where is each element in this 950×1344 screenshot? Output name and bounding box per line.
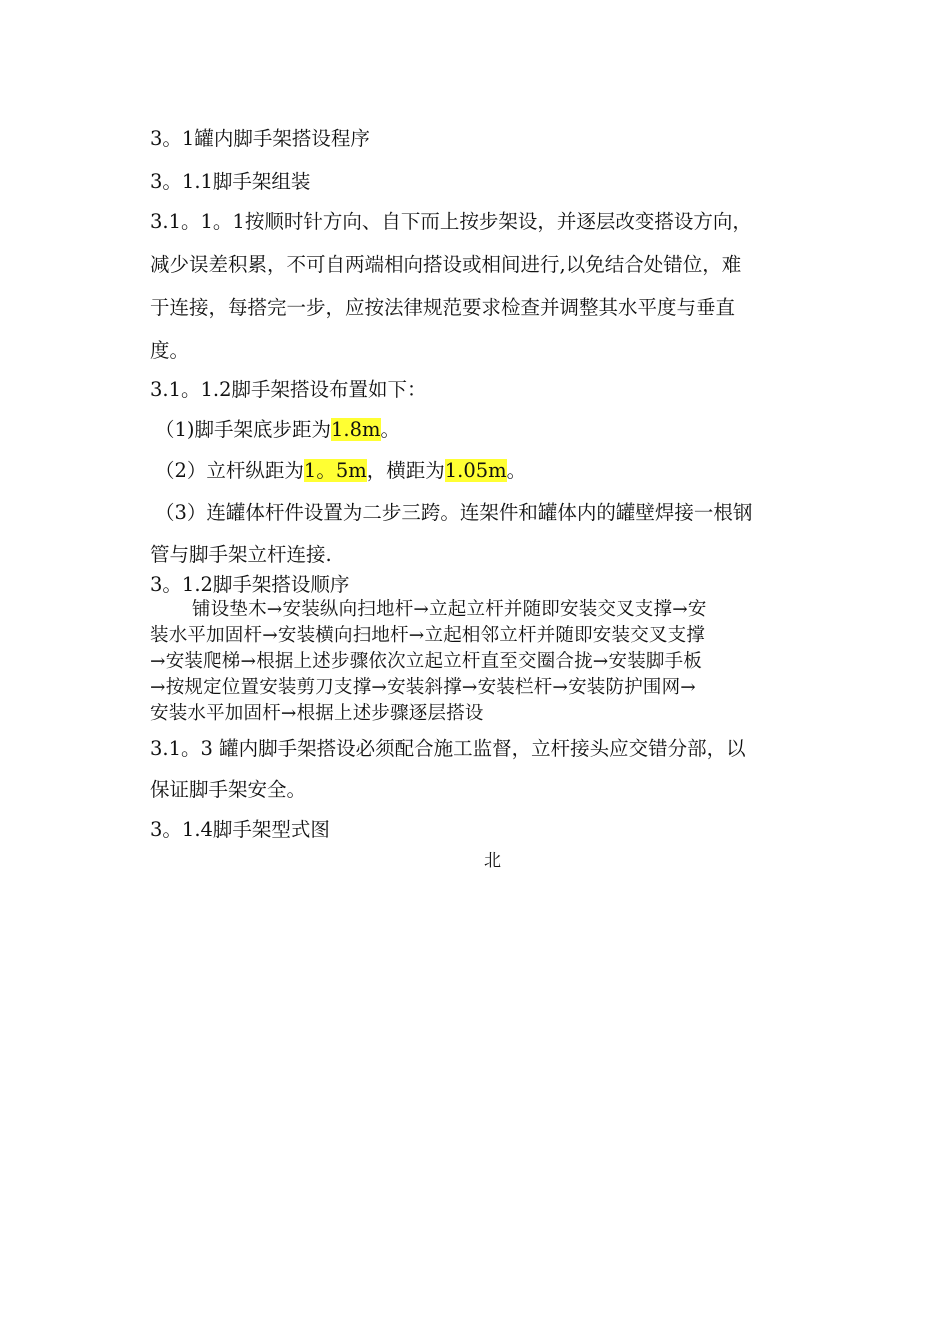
list-item-2: [155, 459, 526, 483]
highlighted-value: 1。5m: [303, 459, 367, 482]
paragraph-line: 减少误差积累，不可自两端相向搭设或相间进行,以免结合处错位，难: [150, 253, 742, 276]
paragraph-line: 3.1。3 罐内脚手架搭设必须配合施工监督，立杆接头应交错分部，以: [150, 737, 746, 760]
list-item-text: ，横距为: [366, 459, 445, 482]
paragraph-line: 度。: [150, 339, 190, 362]
sequence-line: 铺设垫木→安装纵向扫地杆→立起立杆并随即安装交叉支撑→安: [192, 599, 707, 620]
highlighted-value: 1.05m: [444, 459, 507, 482]
list-item-1: [155, 418, 400, 442]
sequence-line: 安装水平加固杆→根据上述步骤逐层搭设: [150, 703, 484, 724]
subheading-3-1-2: 3。1.2脚手架搭设顺序: [150, 573, 350, 596]
paragraph-line: 于连接，每搭完一步，应按法律规范要求检查并调整其水平度与垂直: [150, 296, 736, 319]
list-item-text: （2）立杆纵距为: [155, 459, 304, 482]
subheading-3-1-4: 3。1.4脚手架型式图: [150, 818, 330, 841]
list-item-line: （3）连罐体杆件设置为二步三跨。连架件和罐体内的罐壁焊接一根钢: [155, 501, 753, 524]
list-item-line: 管与脚手架立杆连接.: [150, 543, 332, 566]
sequence-line: 装水平加固杆→安装横向扫地杆→立起相邻立杆并随即安装交叉支撑: [150, 625, 706, 646]
sequence-line: →按规定位置安装剪刀支撑→安装斜撑→安装栏杆→安装防护围网→: [150, 677, 697, 698]
section-heading-3-1: 3。1罐内脚手架搭设程序: [150, 127, 370, 150]
sequence-line: →安装爬梯→根据上述步骤依次立起立杆直至交圈合拢→安装脚手板: [150, 651, 703, 672]
paragraph-line: 3.1。1。1按顺时针方向、自下而上按步架设，并逐层改变搭设方向，: [150, 210, 752, 233]
list-item-text: 。: [380, 418, 401, 441]
list-item-text: 。: [506, 459, 527, 482]
paragraph-line: 保证脚手架安全。: [150, 778, 307, 801]
north-label: 北: [484, 851, 501, 871]
highlighted-value: 1.8m: [331, 418, 381, 441]
list-item-text: （1)脚手架底步距为: [155, 418, 332, 441]
subheading-3-1-1-2: 3.1。1.2脚手架搭设布置如下：: [150, 378, 427, 401]
section-heading-3-1-1: 3。1.1脚手架组装: [150, 170, 311, 193]
